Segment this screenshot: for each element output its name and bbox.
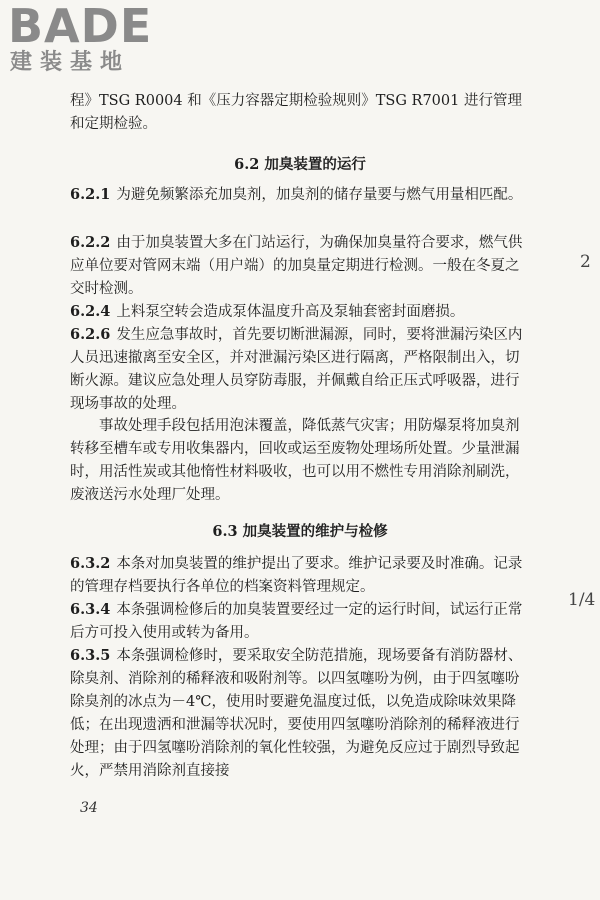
clause-number: 6.2.6 — [70, 326, 111, 343]
clause-text: 本条强调检修后的加臭装置要经过一定的运行时间，试运行正常后方可投入使用或转为备用。 — [70, 602, 523, 641]
clause-6-2-4 — [70, 300, 532, 324]
clause-text: 发生应急事故时，首先要切断泄漏源，同时，要将泄漏污染区内人员迅速撤离至安全区，并对泄漏污染区进行隔离，严格限制出入，切断火源。建议应急处理人员穿防毒服，并佩戴自给正压式呼吸器，进行现场事故的处理。 — [70, 327, 523, 412]
page-number: 34 — [80, 800, 98, 816]
clause-6-2-6-continued: 事故处理手段包括用泡沫覆盖，降低蒸气灾害；用防爆泵将加臭剂转移至槽车或专用收集器内，回收或运至废物处理场所处置。少量泄漏时，用活性炭或其他惰性材料吸收，也可以用不燃性专用消除剂刷洗，废液送污水处理厂处理。 — [70, 418, 520, 503]
clause-number: 6.3.2 — [70, 555, 111, 572]
clause-number: 6.2.4 — [70, 303, 111, 320]
clause-6-2-6 — [70, 323, 532, 416]
logo-subtitle: 建装基地 — [10, 50, 131, 75]
clause-number: 6.2.2 — [70, 234, 111, 251]
clause-text: 上料泵空转会造成泵体温度升高及泵轴套密封面磨损。 — [116, 304, 465, 320]
clause-6-3-2 — [70, 552, 532, 599]
clause-6-3-5 — [70, 644, 532, 783]
clause-text: 为避免频繁添充加臭剂，加臭剂的储存量要与燃气用量相匹配。 — [116, 187, 523, 203]
continued-paragraph: 程》TSG R0004 和《压力容器定期检验规则》TSG R7001 进行管理和定期检验。 — [70, 93, 522, 132]
logo — [8, 0, 178, 76]
margin-mark-1-4: 1/4 — [568, 590, 596, 610]
section-heading-6-2: 6.2 加臭装置的运行 — [234, 156, 366, 173]
clause-6-3-4 — [70, 598, 532, 645]
clause-text: 本条对加臭装置的维护提出了要求。维护记录要及时准确。记录的管理存档要执行各单位的档案资料管理规定。 — [70, 556, 523, 595]
logo-wordmark: BADE — [8, 0, 153, 53]
clause-number: 6.3.5 — [70, 647, 111, 664]
clause-6-2-2 — [70, 231, 532, 301]
section-heading-6-3: 6.3 加臭装置的维护与检修 — [212, 523, 388, 540]
clause-number: 6.3.4 — [70, 601, 111, 618]
clause-6-2-1 — [70, 183, 532, 207]
clause-number: 6.2.1 — [70, 186, 111, 203]
margin-mark-2: 2 — [580, 252, 591, 272]
clause-text: 本条强调检修时，要采取安全防范措施，现场要备有消防器材、除臭剂、消除剂的稀释液和吸附剂等。以四氢噻吩为例，由于四氢噻吩除臭剂的冰点为－4℃，使用时要避免温度过低，以免造成除味效果降低；在出现遗洒和泄漏等状况时，要使用四氢噻吩消除剂的稀释液进行处理；由于四氢噻吩消除剂的氧化性较强，为避免反应过于剧烈导致起火，严禁用消除剂直接接 — [70, 648, 523, 779]
clause-text: 由于加臭装置大多在门站运行，为确保加臭量符合要求，燃气供应单位要对管网末端（用户端）的加臭量定期进行检测。一般在冬夏之交时检测。 — [70, 235, 523, 297]
